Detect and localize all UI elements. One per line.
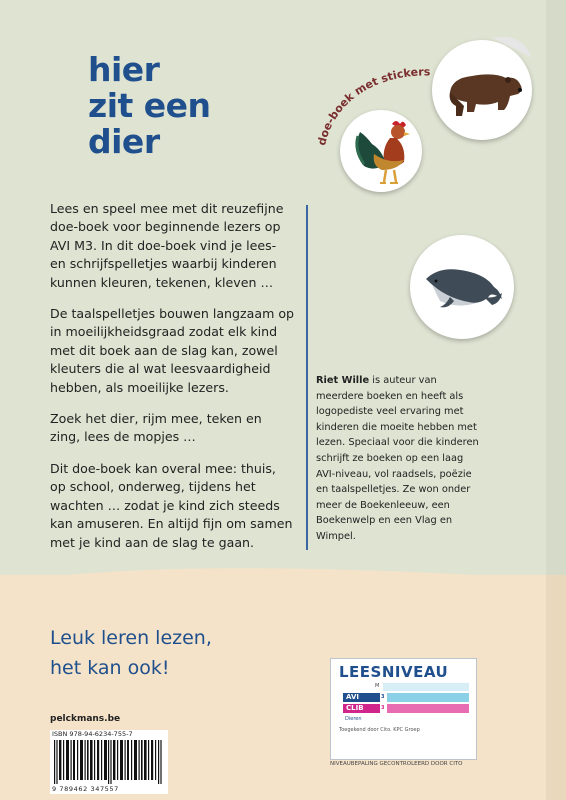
leesniveau-row-avi-value: 3	[381, 694, 385, 700]
leesniveau-avi-bar	[387, 693, 469, 702]
tagline	[50, 623, 212, 683]
leesniveau-row-avi	[343, 693, 380, 702]
leesniveau-logo: LEESNIVEAU	[339, 663, 449, 681]
publisher-url: pelckmans.be	[50, 714, 121, 724]
whale-sticker-icon	[410, 235, 514, 339]
leesniveau-footer: Toegekend door Cito. KPC Groep	[339, 727, 420, 733]
tagline-line-1: Leuk leren lezen,	[50, 627, 212, 649]
leesniveau-row-clib-label: CLIB	[346, 704, 364, 712]
spine-edge	[546, 0, 566, 800]
sticker-label-text: doe-boek met stickers	[315, 66, 431, 147]
barcode-number: 9 789462 347557	[52, 785, 119, 793]
leesniveau-scale-label: M	[375, 683, 380, 689]
description-text	[50, 200, 295, 565]
rooster-sticker-icon	[340, 110, 422, 192]
description-paragraph-4: Dit doe-boek kan overal mee: thuis, op school, onderweg, tijdens het wachten … zodat je kind zich steeds kan amuseren. En altijd fijn om samen met je kind aan de slag te gaan.	[50, 460, 293, 550]
whale-sticker	[410, 235, 514, 339]
wave-divider	[0, 560, 566, 600]
description-paragraph-1: Lees en speel mee met dit reuzefijne doe-boek voor beginnende lezers op AVI M3. In dit doe-boek vind je lees- en schrijfspelletjes waarbij kinderen kunnen kleuren, tekenen, kleven …	[50, 201, 284, 290]
bear-sticker	[432, 40, 532, 140]
title-line-3: dier	[88, 122, 160, 161]
isbn-label: ISBN 978-94-6234-755-7	[52, 730, 133, 738]
barcode-icon	[54, 740, 164, 784]
title-line-1: hier	[88, 50, 160, 89]
leesniveau-row-clib	[343, 704, 380, 713]
isbn-barcode	[50, 730, 168, 794]
description-paragraph-2: De taalspelletjes bouwen langzaam op in moeilijkheidsgraad zodat elk kind met dit boek aan de slag kan, zowel kleuters die al wat leesvaardigheid hebben, als moeilijke lezers.	[50, 306, 295, 395]
author-bio-text: is auteur van meerdere boeken en heeft als logopediste veel ervaring met kinderen die moeite hebben met lezen. Speciaal voor die kinderen schrijft ze boeken op een laag AVI-niveau, vol raadsels, poëzie en taalspelletjes. Ze won onder meer de Boekenleeuw, een Boekenwelp en een Vlag en Wimpel.	[316, 375, 479, 542]
leesniveau-scale	[383, 683, 469, 691]
leesniveau-badge	[330, 658, 477, 760]
rooster-sticker	[340, 110, 422, 192]
description-paragraph-3: Zoek het dier, rijm mee, teken en zing, lees de mopjes …	[50, 411, 262, 445]
title-line-2: zit een	[88, 86, 211, 125]
author-bio	[316, 373, 481, 545]
leesniveau-row-avi-label: AVI	[346, 693, 359, 701]
leesniveau-clib-bar	[387, 704, 469, 713]
author-name: Riet Wille	[316, 375, 370, 386]
book-title	[88, 52, 211, 160]
tagline-line-2: het kan ook!	[50, 657, 170, 679]
leesniveau-row-clib-value: 3	[381, 705, 385, 711]
page-curl	[492, 34, 536, 78]
leesniveau-note: NIVEAUBEPALING GECONTROLEERD DOOR CITO	[330, 761, 463, 767]
leesniveau-row-extra: Dieren	[345, 716, 362, 722]
column-divider	[306, 205, 308, 550]
